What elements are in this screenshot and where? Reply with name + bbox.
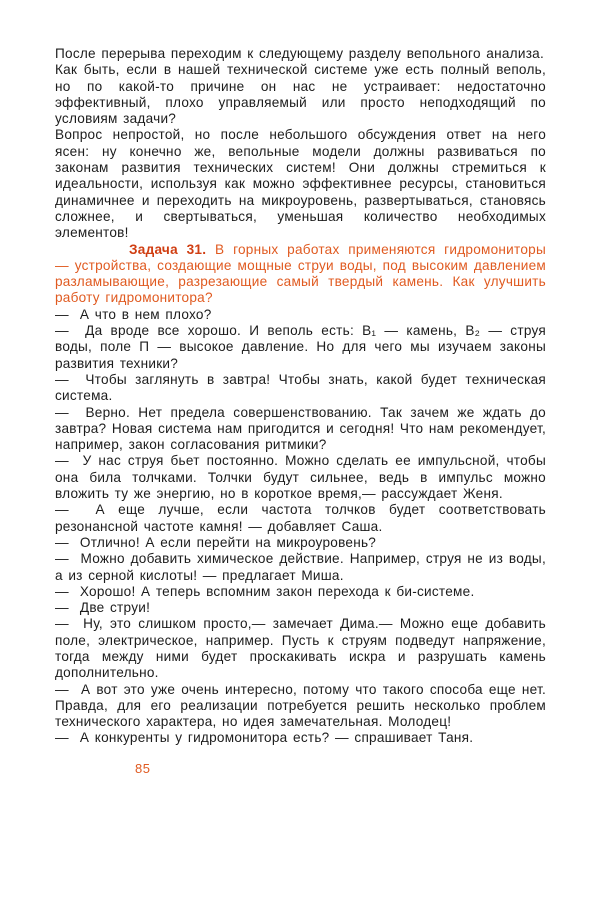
- dialogue-line: — Можно добавить химическое действие. Например, струя не из воды, а из серной кислоты! — предлагает Миша.: [55, 551, 546, 583]
- task-label: Задача 31.: [129, 241, 207, 257]
- intro-paragraph: Как быть, если в нашей технической системе уже есть полный веполь, но по какой-то причине он нас не устраивает: недостаточно эффективный, плохо управляемый или просто неподходящий по условиям задачи?: [55, 62, 546, 127]
- page-number: 85: [135, 760, 151, 776]
- intro-paragraph: После перерыва переходим к следующему разделу вепольного анализа.: [55, 46, 545, 61]
- dialogue-line: — Верно. Нет предела совершенствованию. Так зачем же ждать до завтра? Новая система нам пригодится и сегодня! Что нам рекомендует, например, закон согласования ритмики?: [55, 404, 546, 453]
- task-text: В горных работах применяются гидромониторы — устройства, создающие мощные струи воды, под высоким давлением разламывающие, разрезающие самый твердый камень. Как улучшить работу гидромонитора?: [55, 241, 546, 306]
- dialogue-line: — А что в нем плохо?: [55, 306, 212, 322]
- dialogue-line: — Хорошо! А теперь вспомним закон перехода к би-системе.: [55, 583, 475, 599]
- dialogue-line: — А еще лучше, если частота толчков будет соответствовать резонансной частоте камня! — добавляет Саша.: [55, 502, 546, 534]
- intro-paragraph: Вопрос непростой, но после небольшого обсуждения ответ на него ясен: ну конечно же, вепольные модели должны развиваться по законам развития технических систем! Они должны стремиться к идеальности, используя как можно эффективнее ресурсы, становиться динамичнее и переходить на микроуровень, развертываться, становясь сложнее, и свертываться, уменьшая количество необходимых элементов!: [55, 127, 546, 241]
- dialogue-line: — А конкуренты у гидромонитора есть? — спрашивает Таня.: [55, 730, 474, 746]
- dialogue-line: — У нас струя бьет постоянно. Можно сделать ее импульсной, чтобы она била толчками. Толчки будут сильнее, ведь в импульс можно вложить ту же энергию, но в короткое время,— рассуждает Женя.: [55, 453, 546, 502]
- task-paragraph: [55, 242, 546, 307]
- dialogue-line: — А вот это уже очень интересно, потому что такого способа еще нет. Правда, для его реализации потребуется решить несколько проблем технического характера, но идея замечательная. Молодец!: [55, 681, 546, 730]
- dialogue-section: [55, 307, 546, 747]
- dialogue-line: — Да вроде все хорошо. И веполь есть: В₁ — камень, В₂ — струя воды, поле П — высокое давление. Но для чего мы изучаем законы развития техники?: [55, 323, 546, 371]
- dialogue-line: — Ну, это слишком просто,— замечает Дима.— Можно еще добавить поле, электрическое, например. Пусть к струям подведут напряжение, тогда между ними будет проскакивать искра и разрушать камень дополнительно.: [55, 616, 546, 681]
- dialogue-line: — Две струи!: [55, 600, 151, 616]
- dialogue-line: — Отлично! А если перейти на микроуровень?: [55, 534, 377, 550]
- dialogue-line: — Чтобы заглянуть в завтра! Чтобы знать, какой будет техническая система.: [55, 371, 546, 404]
